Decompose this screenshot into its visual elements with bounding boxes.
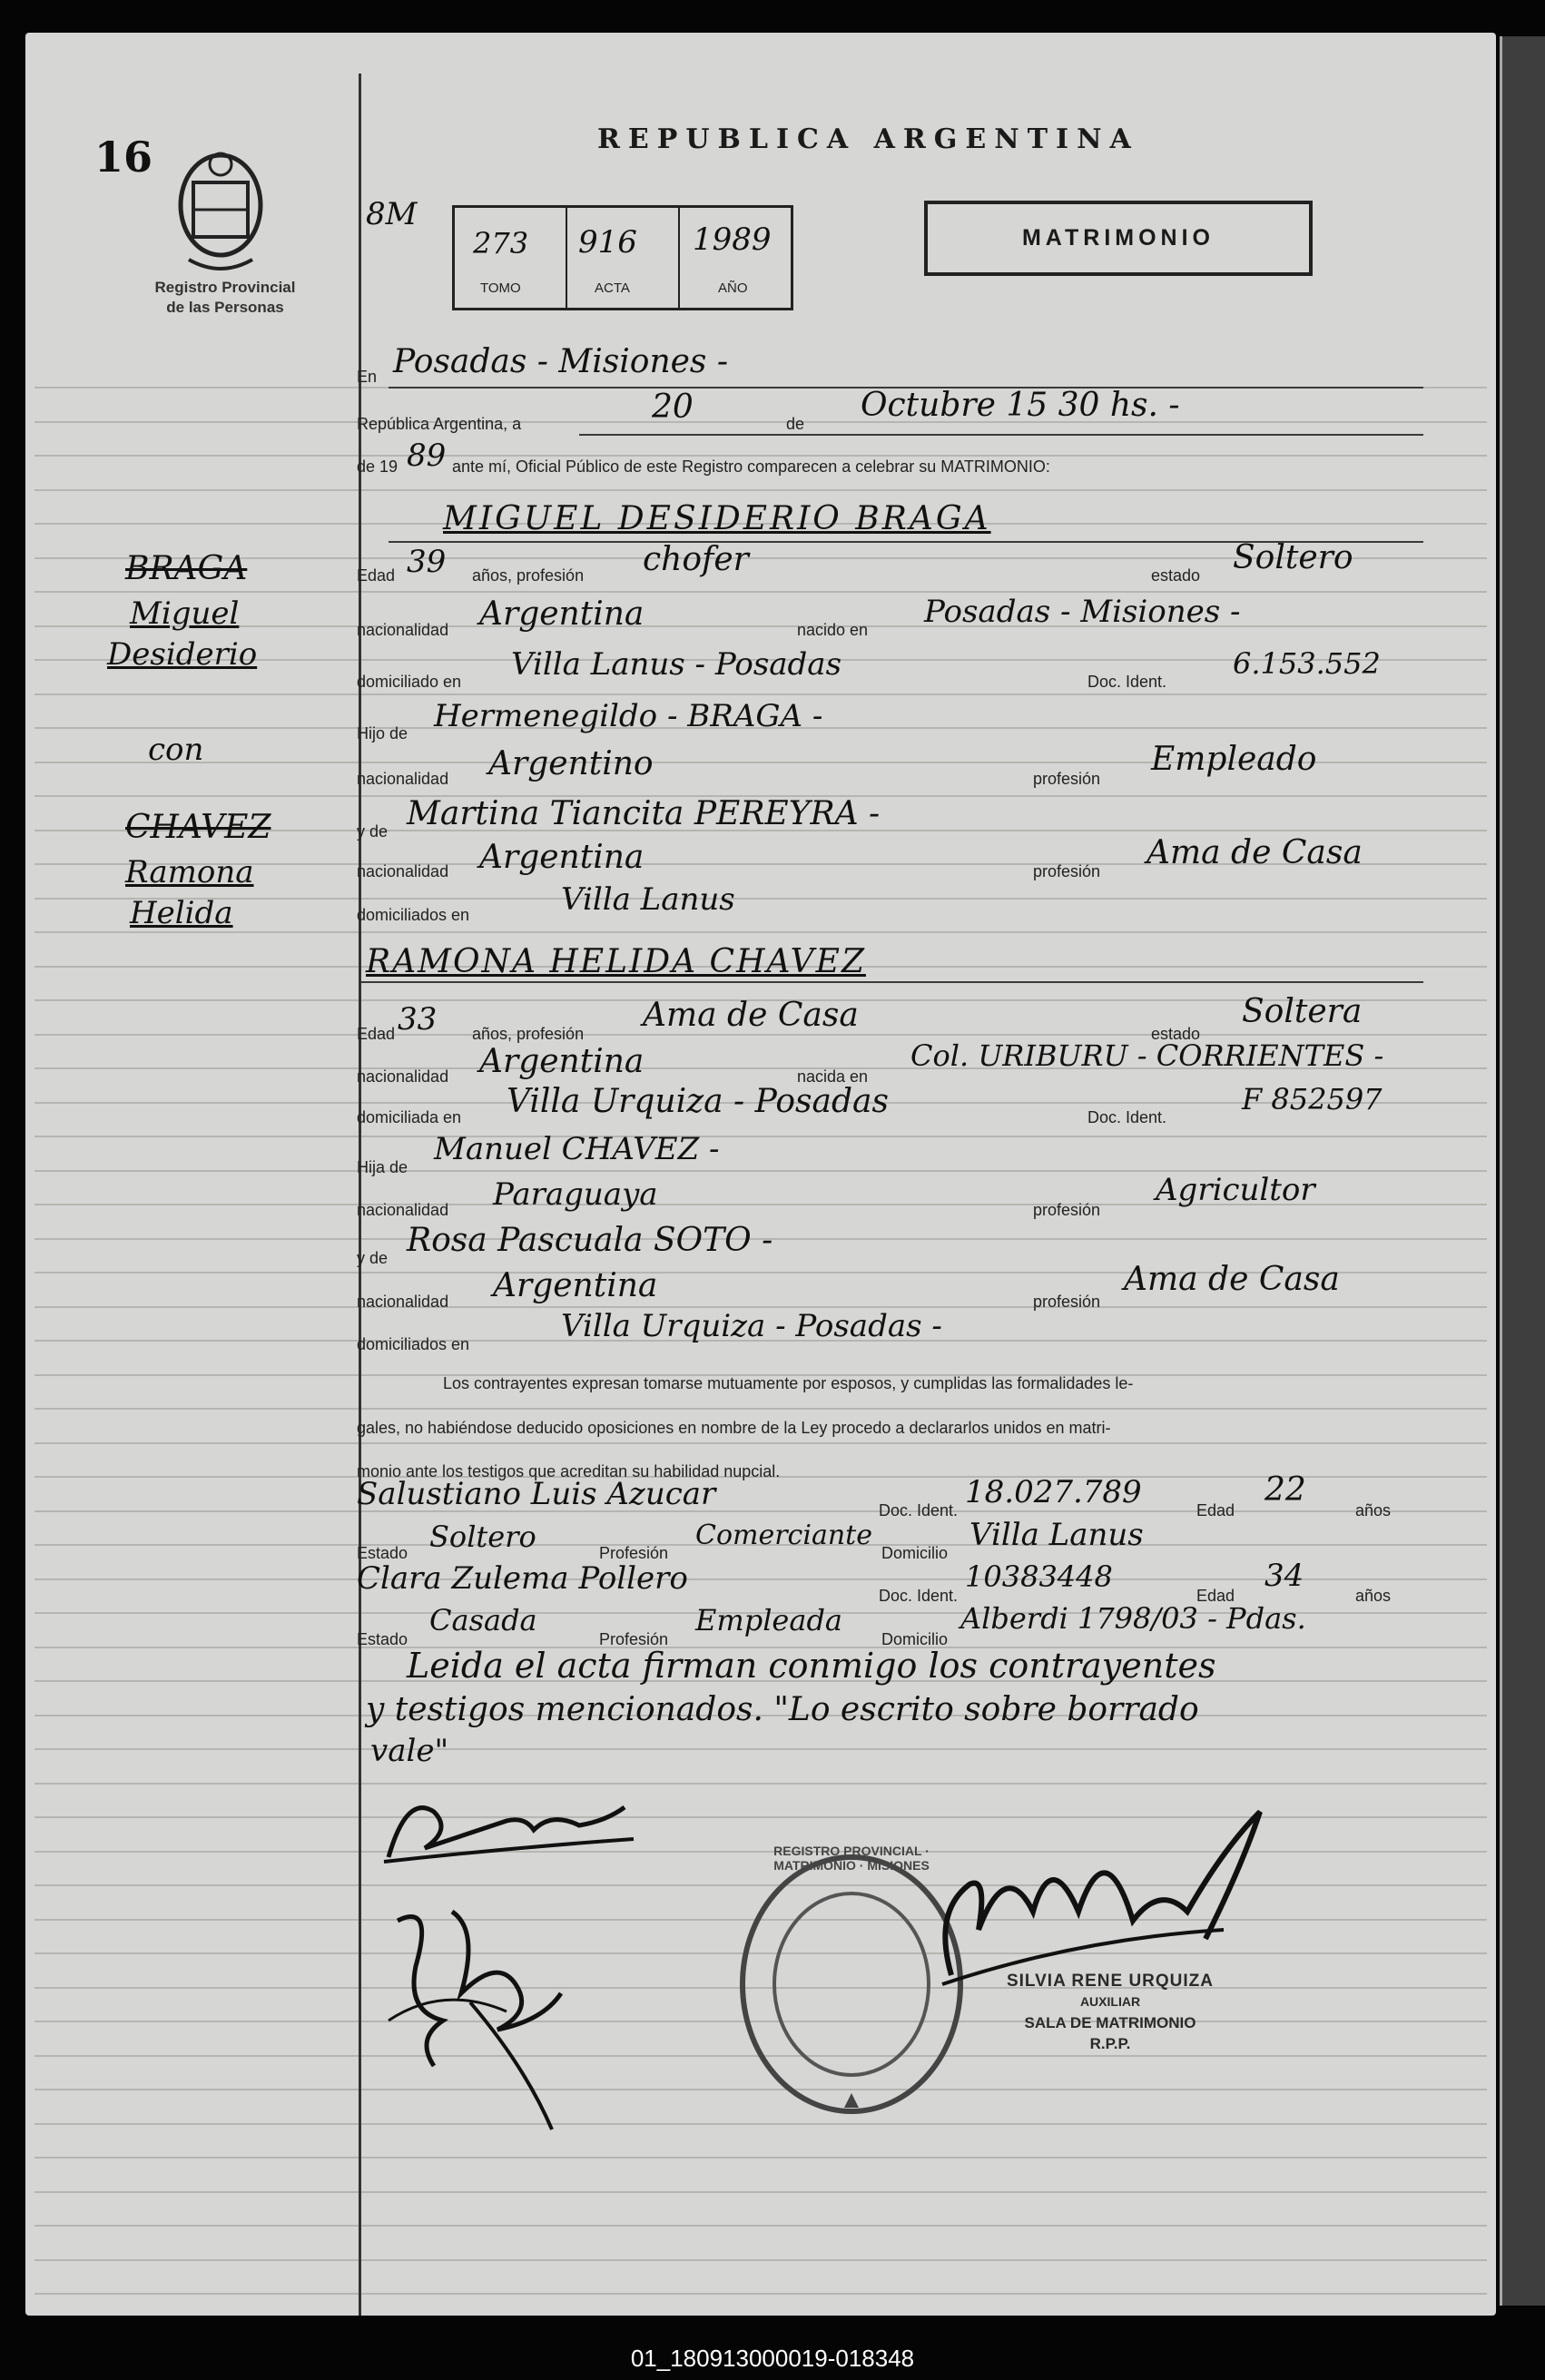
ruled-line	[34, 1034, 1487, 1036]
ruled-line	[34, 693, 1487, 695]
intro-statement: ante mí, Oficial Público de este Registro comparecen a celebrar su MATRIMONIO:	[452, 457, 1050, 476]
ruled-line	[34, 1136, 1487, 1137]
coat-of-arms-emblem	[171, 142, 271, 296]
day-field: 20	[652, 388, 694, 426]
ano-cell: 1989 AÑO	[693, 221, 772, 296]
ruled-line	[34, 591, 1487, 593]
ruled-line	[34, 421, 1487, 423]
en-label: En	[357, 368, 378, 386]
ruled-line	[34, 2225, 1487, 2227]
groom-name: MIGUEL DESIDERIO BRAGA	[443, 500, 991, 537]
adjacent-page-edge	[1500, 36, 1545, 2306]
ruled-line	[34, 898, 1487, 900]
header-title: REPUBLICA ARGENTINA	[597, 123, 1139, 155]
emblem-caption: Registro Provincial de las Personas	[154, 279, 296, 316]
ruled-line	[34, 1408, 1487, 1410]
ruled-line	[34, 2191, 1487, 2193]
bride-name: RAMONA HELIDA CHAVEZ	[366, 943, 866, 980]
image-caption: 01_180913000019-018348	[630, 2345, 915, 2372]
register-page: 16 Registro Provincial de las Personas REPUBLICA ARGENTINA 8M 273 TOMO 916 ACTA 1989 AÑO MATRIMONIO BRAGA Miguel Desiderio con CHAVEZ Ramona Helida En Posadas - Misiones - República Argentina, a 20 de Octubre 15 30 hs. - de 19 89 ante mí, Oficial Público de este Registro comparecen a celebrar su MATRIMONIO: MIGUEL DESIDERIO BRAGA Edad 39 años, profesión chofer estado Soltero nacionalidad Argentina nacido en Posadas - Misiones - domiciliado en Villa Lanus - Posadas Doc. Ident. 6.153.552 Hijo de Hermenegildo - BRAGA - nacionalidad Argentino profesión Empleado y de Martina Tiancita PEREYRA - nacionalidad Argentina profesión Ama de Casa domiciliados en Villa Lanus RAMONA HELIDA CHAVEZ Edad 33 años, profesión Ama de Casa estado Soltera nacionalidad Argentina nacida en Col. URIBURU - CORRIENTES - domiciliada en Villa Urquiza - Posadas Doc. Ident. F 852597 Hija de Manuel CHAVEZ - nacionalidad Paraguaya profesión Agricultor y de Rosa Pascuala SOTO - nacionalidad Argentina profesión Ama de Casa domiciliados en Villa Urquiza - Posadas - Los contrayentes expresan tomarse mutuamente por esposos, y cumplidas las formalidades le- gales, no habiéndose deducido oposiciones en nombre de la Ley procedo a declararlos unidos en matri- monio ante los testigos que acreditan su habilidad nupcial. Salustiano Luis Azucar Doc. Ident. 18.027.789 Edad 22 años Estado Soltero Profesión Comerciante Domicilio Villa Lanus Clara Zulema Pollero Doc. Ident. 10383448 Edad 34 años Estado Casada Profesión Empleada Domicilio Alberdi 1798/03 - Pdas. Leida el acta firman conmigo los contrayentes y testigos mencionados. "Lo escrito sobre borrado vale" REGISTRO PROVINCIAL · MATRIMONIO · MISIONES SILVIA RENE URQUIZA AUXILIAR SALA DE MATRIMONIO R.P.P.	[25, 33, 1496, 2316]
ruled-line	[34, 2259, 1487, 2261]
official-stamp: SILVIA RENE URQUIZA AUXILIAR SALA DE MATRIMONIO R.P.P.	[1006, 1972, 1214, 2052]
margin-annotation: 8M	[366, 196, 418, 232]
page-number: 16	[94, 133, 153, 182]
ruled-line	[34, 489, 1487, 491]
tomo-cell: 273 TOMO	[455, 208, 567, 308]
register-box	[452, 205, 793, 310]
republica-label: República Argentina, a	[357, 415, 522, 433]
year-prefix: de 19	[357, 457, 399, 476]
ruled-line	[34, 1510, 1487, 1512]
place-field: Posadas - Misiones -	[393, 343, 729, 380]
ruled-line	[34, 931, 1487, 933]
ruled-line	[34, 455, 1487, 457]
date-line	[579, 434, 1423, 436]
document-type-box: MATRIMONIO	[924, 201, 1313, 276]
ruled-line	[34, 2157, 1487, 2159]
groom-signature	[370, 1775, 643, 1875]
ruled-line	[34, 625, 1487, 627]
ruled-line	[34, 1748, 1487, 1750]
ruled-line	[34, 1442, 1487, 1444]
seal-text: REGISTRO PROVINCIAL · MATRIMONIO · MISIONES	[773, 1844, 930, 1873]
ruled-line	[34, 2123, 1487, 2125]
month-time-field: Octubre 15 30 hs. -	[861, 387, 1180, 424]
year-field: 89	[407, 438, 447, 474]
ruled-line	[34, 2293, 1487, 2295]
bride-signature	[361, 1884, 615, 2139]
acta-cell: 916 ACTA	[567, 208, 680, 308]
de-label: de	[786, 415, 805, 433]
